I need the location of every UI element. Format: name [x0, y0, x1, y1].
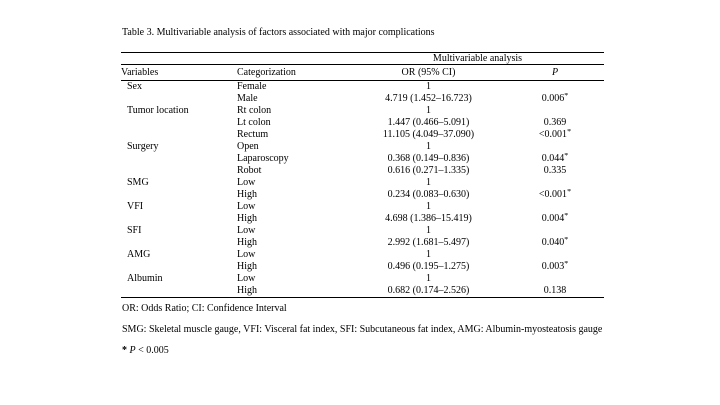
- cell-p: 0.006*: [541, 93, 569, 104]
- header-row: [121, 65, 604, 81]
- p-value: 0.138: [543, 285, 567, 296]
- cell-p: [506, 201, 604, 213]
- cell-p: 0.040*: [541, 237, 569, 248]
- table-row: [121, 117, 604, 129]
- table-row: [121, 165, 604, 177]
- cell-categorization: Low: [237, 249, 256, 260]
- header-p: P: [506, 65, 604, 81]
- cell-categorization: High: [237, 213, 257, 224]
- table-row: [121, 225, 604, 237]
- p-value: 0.006: [541, 93, 565, 104]
- significance-marker: *: [122, 345, 127, 356]
- cell-p: 0.003*: [541, 261, 569, 272]
- cell-or-ci: 1: [426, 225, 431, 236]
- header-variables: Variables: [121, 65, 237, 81]
- cell-variable: [121, 93, 237, 105]
- table-row: [121, 153, 604, 165]
- spanner-row: [121, 53, 604, 65]
- p-value: 0.003: [541, 261, 565, 272]
- cell-categorization: Robot: [237, 165, 262, 176]
- cell-or-ci: 1: [426, 105, 431, 116]
- cell-or-ci: 1: [426, 201, 431, 212]
- table-row: [121, 237, 604, 249]
- table-block: [121, 27, 604, 357]
- cell-variable: [121, 129, 237, 141]
- header-or-ci: OR (95% CI): [351, 65, 506, 81]
- header-categorization: Categorization: [237, 65, 351, 81]
- table-row: [121, 93, 604, 105]
- cell-variable: VFI: [127, 201, 144, 212]
- p-value: <0.001: [538, 129, 568, 140]
- cell-categorization: Low: [237, 201, 256, 212]
- cell-variable: Albumin: [127, 273, 163, 284]
- cell-or-ci: 1: [426, 81, 431, 92]
- cell-p: 0.004*: [541, 213, 569, 224]
- p-value: 0.335: [543, 165, 567, 176]
- cell-or-ci: 1: [426, 249, 431, 260]
- multivariable-analysis-table: [121, 52, 604, 298]
- cell-p: <0.001*: [538, 129, 572, 140]
- cell-categorization: Low: [237, 273, 256, 284]
- cell-variable: [121, 213, 237, 225]
- p-value: 0.369: [543, 117, 567, 128]
- table-body: [121, 81, 604, 298]
- cell-categorization: Lt colon: [237, 117, 271, 128]
- table-row: [121, 273, 604, 285]
- cell-p: [506, 81, 604, 94]
- cell-or-ci: 1: [426, 177, 431, 188]
- cell-p: [506, 141, 604, 153]
- cell-variable: [121, 153, 237, 165]
- cell-or-ci: 0.682 (0.174–2.526): [387, 285, 470, 296]
- table-row: [121, 285, 604, 298]
- cell-or-ci: 1.447 (0.466–5.091): [387, 117, 470, 128]
- table-caption: Table 3. Multivariable analysis of factors associated with major complications: [122, 27, 435, 38]
- cell-p: [506, 249, 604, 261]
- cell-variable: Tumor location: [127, 105, 189, 116]
- cell-variable: Sex: [127, 81, 142, 92]
- table-row: [121, 105, 604, 117]
- cell-variable: SFI: [127, 225, 142, 236]
- cell-or-ci: 0.368 (0.149–0.836): [387, 153, 470, 164]
- cell-or-ci: 4.698 (1.386–15.419): [385, 213, 472, 224]
- table-row: [121, 141, 604, 153]
- footnote-abbreviations-indices: SMG: Skeletal muscle gauge, VFI: Visceral fat index, SFI: Subcutaneous fat index, AMG: Albumin-myosteatosis gauge: [122, 324, 603, 335]
- table-row: [121, 81, 604, 94]
- cell-variable: [121, 285, 237, 298]
- significance-threshold: < 0.005: [138, 345, 169, 356]
- p-value: 0.040: [541, 237, 565, 248]
- cell-p: [506, 225, 604, 237]
- cell-p: [506, 177, 604, 189]
- cell-variable: [121, 237, 237, 249]
- cell-categorization: Female: [237, 81, 267, 92]
- significance-p-symbol: P: [129, 345, 136, 356]
- cell-or-ci: 4.719 (1.452–16.723): [385, 93, 472, 104]
- cell-or-ci: 0.616 (0.271–1.335): [387, 165, 470, 176]
- cell-variable: [121, 261, 237, 273]
- spanner-header: Multivariable analysis: [351, 53, 604, 65]
- table-row: [121, 189, 604, 201]
- cell-categorization: High: [237, 261, 257, 272]
- table-row: [121, 261, 604, 273]
- cell-or-ci: 1: [426, 273, 431, 284]
- p-value: 0.044: [541, 153, 565, 164]
- cell-categorization: Low: [237, 225, 256, 236]
- cell-variable: [121, 189, 237, 201]
- cell-categorization: High: [237, 237, 257, 248]
- cell-or-ci: 0.496 (0.195–1.275): [387, 261, 470, 272]
- cell-variable: AMG: [127, 249, 151, 260]
- spanner-empty-cell: [121, 53, 351, 65]
- cell-p: <0.001*: [538, 189, 572, 200]
- cell-categorization: High: [237, 285, 257, 296]
- table-row: [121, 249, 604, 261]
- footnote-abbreviations-or-ci: OR: Odds Ratio; CI: Confidence Interval: [122, 303, 287, 314]
- table-row: [121, 129, 604, 141]
- cell-or-ci: 11.105 (4.049–37.090): [382, 129, 475, 140]
- cell-or-ci: 1: [426, 141, 431, 152]
- cell-categorization: Low: [237, 177, 256, 188]
- cell-categorization: Open: [237, 141, 259, 152]
- p-value: <0.001: [538, 189, 568, 200]
- cell-variable: Surgery: [127, 141, 159, 152]
- cell-p: [506, 273, 604, 285]
- table-row: [121, 213, 604, 225]
- cell-variable: [121, 117, 237, 129]
- footnote-significance: [122, 344, 604, 357]
- cell-variable: SMG: [127, 177, 149, 188]
- cell-categorization: High: [237, 189, 257, 200]
- cell-categorization: Rt colon: [237, 105, 272, 116]
- cell-p: [506, 165, 604, 177]
- cell-p: [506, 105, 604, 117]
- cell-categorization: Rectum: [237, 129, 269, 140]
- table-row: [121, 177, 604, 189]
- cell-p: [506, 117, 604, 129]
- cell-variable: [121, 165, 237, 177]
- cell-categorization: Laparoscopy: [237, 153, 289, 164]
- p-value: 0.004: [541, 213, 565, 224]
- cell-p: 0.044*: [541, 153, 569, 164]
- cell-or-ci: 0.234 (0.083–0.630): [387, 189, 470, 200]
- table-row: [121, 201, 604, 213]
- cell-p: [506, 285, 604, 298]
- cell-categorization: Male: [237, 93, 258, 104]
- cell-or-ci: 2.992 (1.681–5.497): [387, 237, 470, 248]
